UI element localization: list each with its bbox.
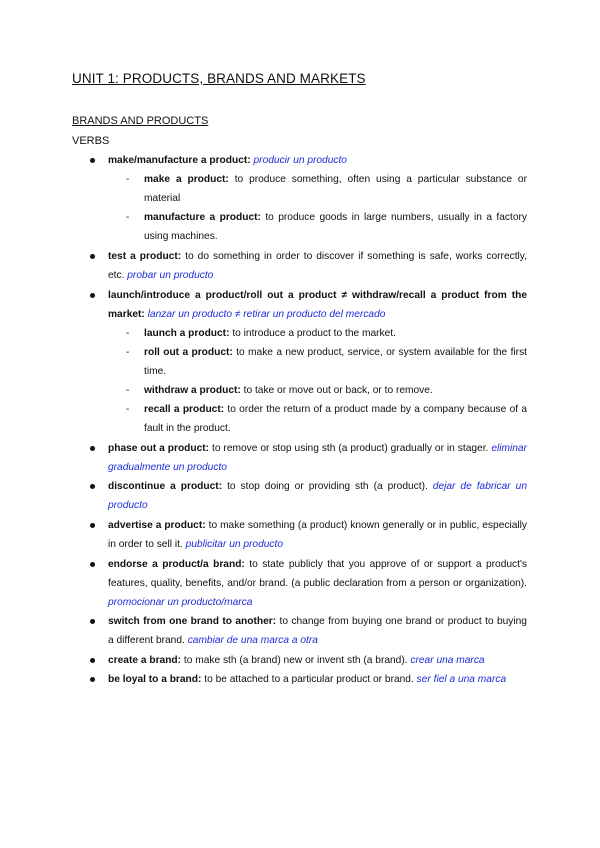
item-translation: ser fiel a una marca [416, 674, 507, 685]
bullet-icon [90, 658, 95, 663]
item-term: phase out a product: [108, 443, 210, 454]
item-definition: to make a new product, service, or system available for the first time. [144, 347, 527, 377]
item-definition: to introduce a product to the market. [232, 328, 396, 339]
item-translation: producir un producto [253, 155, 347, 166]
dash-icon: - [126, 404, 130, 415]
list-item [108, 439, 527, 477]
bullet-icon [90, 293, 95, 298]
item-definition: to make sth (a brand) new or invent sth (a brand). [183, 655, 408, 666]
bullet-icon [90, 619, 95, 624]
item-translation: lanzar un producto ≠ retirar un producto del mercado [147, 309, 386, 320]
item-term: make a product: [144, 174, 229, 185]
dash-icon: - [126, 212, 130, 223]
item-definition: to do something in order to discover if something is safe, works correctly, etc. [108, 251, 527, 281]
item-definition: to state publicly that you approve of or support a product's features, quality, benefits, and/or brand. (a public declaration from a person or organization). [108, 559, 527, 589]
list-item [126, 400, 527, 438]
bullet-icon [90, 446, 95, 451]
item-definition: to remove or stop using sth (a product) gradually or in stager. [212, 443, 489, 454]
item-definition: to stop doing or providing sth (a product). [227, 481, 428, 492]
list-item [126, 381, 527, 400]
item-translation: crear una marca [410, 655, 485, 666]
dash-icon: - [126, 174, 130, 185]
item-translation: promocionar un producto/marca [108, 597, 253, 608]
list-item [126, 343, 527, 381]
item-definition: to take or move out or back, or to remove. [243, 385, 433, 396]
list-item [126, 324, 527, 343]
item-translation: cambiar de una marca a otra [187, 635, 318, 646]
list-item [108, 555, 527, 612]
item-term: withdraw a product: [144, 385, 241, 396]
list-item [108, 151, 527, 170]
bullet-icon [90, 484, 95, 489]
item-term: launch a product: [144, 328, 230, 339]
bullet-icon [90, 677, 95, 682]
bullet-icon [90, 254, 95, 259]
bullet-icon [90, 562, 95, 567]
list-item [108, 477, 527, 515]
list-item [126, 208, 527, 246]
list-item [108, 516, 527, 554]
item-definition: to produce something, often using a particular substance or material [144, 174, 527, 204]
item-term: manufacture a product: [144, 212, 261, 223]
item-definition: to order the return of a product made by a company because of a fault in the product. [144, 404, 527, 434]
item-term: roll out a product: [144, 347, 233, 358]
list-item [126, 170, 527, 208]
item-term: recall a product: [144, 404, 225, 415]
item-translation: probar un producto [127, 270, 214, 281]
item-term: discontinue a product: [108, 481, 223, 492]
list-item [108, 286, 527, 324]
item-translation: publicitar un producto [185, 539, 284, 550]
item-term: endorse a product/a brand: [108, 559, 245, 570]
item-term: test a product: [108, 251, 182, 262]
item-translation: eliminar gradualmente un producto [108, 443, 527, 473]
sub-heading: VERBS [72, 135, 110, 147]
list-item [108, 612, 527, 650]
dash-icon: - [126, 328, 130, 339]
item-definition: to be attached to a particular product or brand. [204, 674, 414, 685]
item-term: be loyal to a brand: [108, 674, 202, 685]
dash-icon: - [126, 385, 130, 396]
item-term: launch/introduce a product/roll out a product ≠ withdraw/recall a product from the market: [108, 290, 527, 320]
list-item [108, 651, 527, 670]
item-term: advertise a product: [108, 520, 206, 531]
bullet-icon [90, 523, 95, 528]
item-term: switch from one brand to another: [108, 616, 277, 627]
list-item [108, 670, 527, 689]
item-term: make/manufacture a product: [108, 155, 251, 166]
item-definition: to produce goods in large numbers, usually in a factory using machines. [144, 212, 527, 242]
section-heading: BRANDS AND PRODUCTS [72, 115, 209, 127]
item-definition: to change from buying one brand or product to buying a different brand. [108, 616, 527, 646]
item-definition: to make something (a product) known generally or in public, especially in order to sell it. [108, 520, 528, 550]
item-translation: dejar de fabricar un producto [108, 481, 527, 511]
dash-icon: - [126, 347, 130, 358]
item-term: create a brand: [108, 655, 182, 666]
list-item [108, 247, 527, 285]
bullet-icon [90, 158, 95, 163]
page-title: UNIT 1: PRODUCTS, BRANDS AND MARKETS [72, 71, 366, 86]
